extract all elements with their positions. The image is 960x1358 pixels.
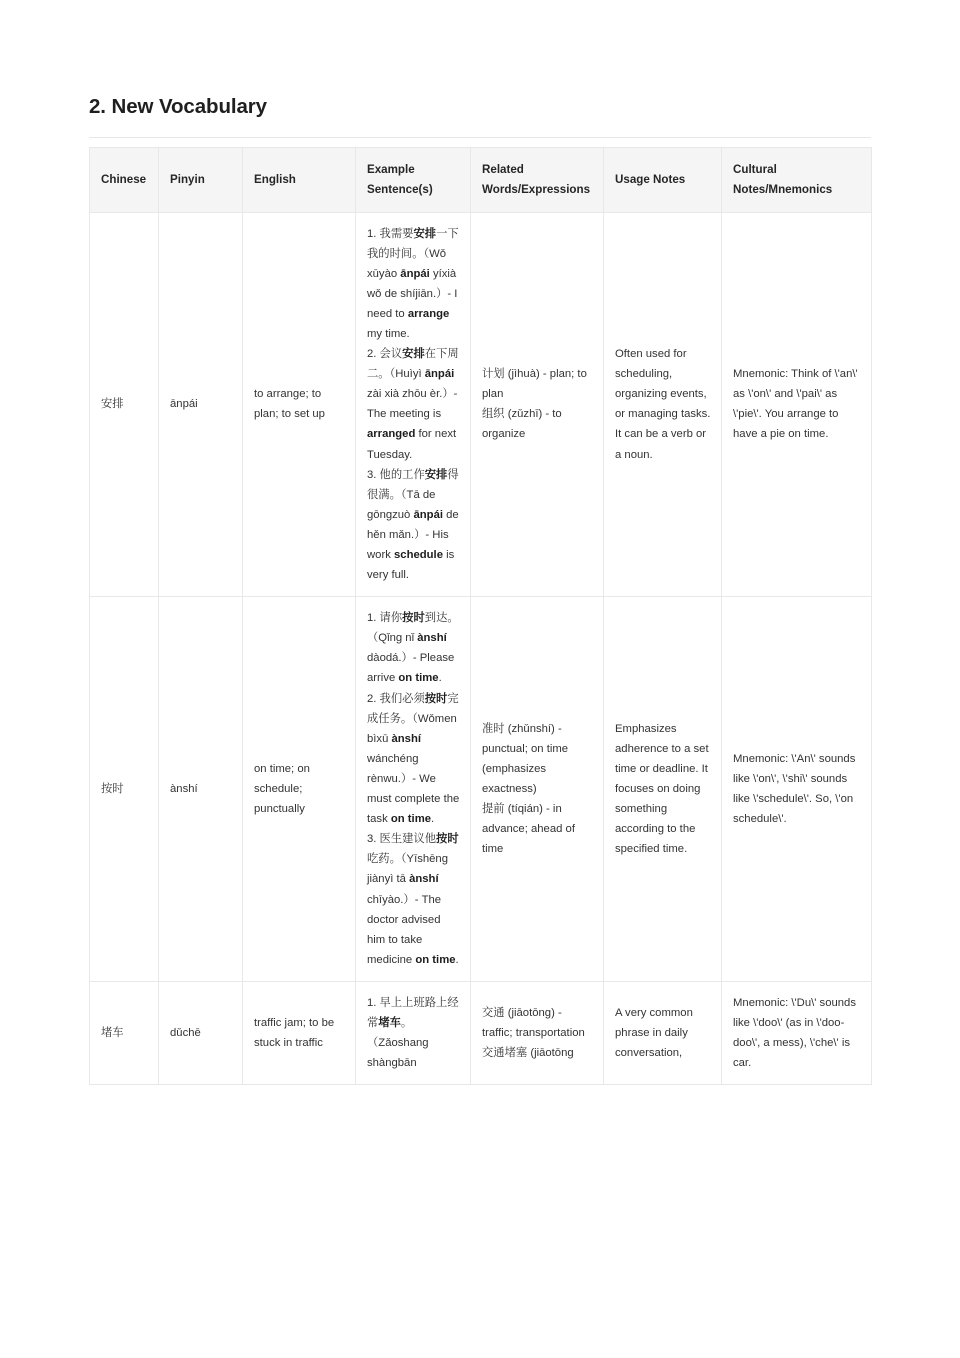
example-sentence: 2. 会议安排在下周二。（Huìyì ānpái zài xià zhōu èr.）- The meeting is arranged for next Tuesday. [367,348,459,461]
related-word: 交通堵塞 (jiāotōng [482,1047,574,1060]
cell-cultural-notes: Mnemonic: Think of \'an\' as \'on\' and \'pai\' as \'pie\'. You arrange to have a pie on time. [722,212,872,597]
example-sentence: 3. 他的工作安排得很满。（Tā de gōngzuò ānpái de hěn mǎn.）- His work schedule is very full. [367,468,459,582]
highlighted-term: 安排 [402,348,425,361]
table-body [90,212,872,1085]
column-header-related-words: Related Words/Expressions [471,147,604,212]
highlighted-term: 按时 [436,833,459,846]
table-header [90,147,872,212]
highlighted-term: ānpái [413,508,443,521]
cell-pinyin: ànshí [159,597,243,982]
cell-chinese: 按时 [90,597,159,982]
cell-chinese: 堵车 [90,981,159,1084]
cell-related-words [471,981,604,1084]
table-row [90,212,872,597]
cell-related-words [471,597,604,982]
highlighted-term: 按时 [424,692,448,705]
cell-english: on time; on schedule; punctually [243,597,356,982]
highlighted-term: ānpái [400,267,430,280]
table-header-row [90,147,872,212]
cell-cultural-notes: Mnemonic: \'Du\' sounds like \'doo\' (as in \'doo-doo\', a mess), \'che\' is car. [722,981,872,1084]
highlighted-term: 堵车 [378,1016,401,1029]
highlighted-term: on time [398,672,439,685]
cell-usage-notes: Often used for scheduling, organizing events, or managing tasks. It can be a verb or a noun. [604,212,722,597]
table-row [90,981,872,1084]
highlighted-term: arranged [367,428,416,441]
vocabulary-table [89,147,872,1086]
related-word: 交通 (jiāotōng) - traffic; transportation [482,1006,585,1040]
highlighted-term: 安排 [413,227,437,240]
cell-pinyin: ānpái [159,212,243,597]
page-title: 2. New Vocabulary [89,95,267,118]
title-divider [89,137,871,138]
cell-example-sentences [356,212,471,597]
cell-english: to arrange; to plan; to set up [243,212,356,597]
highlighted-term: 安排 [424,468,448,481]
related-word: 组织 (zǔzhī) - to organize [482,408,562,441]
cell-english: traffic jam; to be stuck in traffic [243,981,356,1084]
column-header-example-sentences: Example Sentence(s) [356,147,471,212]
highlighted-term: ànshí [391,732,422,745]
highlighted-term: ànshí [409,873,439,886]
example-sentence: 1. 我需要安排一下我的时间。（Wǒ xūyào ānpái yíxià wǒ de shíjiān.）- I need to arrange my time. [367,227,459,340]
highlighted-term: 按时 [402,612,425,625]
example-sentence: 1. 请你按时到达。（Qǐng nǐ ànshí dàodá.）- Please arrive on time. [367,612,459,685]
related-word: 准时 (zhǔnshí) - punctual; on time (emphasizes exactness) [482,722,569,795]
cell-example-sentences [356,597,471,982]
highlighted-term: ànshí [417,632,447,645]
highlighted-term: on time [415,953,456,966]
highlighted-term: ānpái [424,368,455,381]
column-header-pinyin: Pinyin [159,147,243,212]
highlighted-term: arrange [407,307,450,320]
table-row [90,597,872,982]
example-sentence: 3. 医生建议他按时吃药。（Yīshēng jiànyì tā ànshí chīyào.）- The doctor advised him to take medicine on time. [367,833,459,966]
related-word: 提前 (tíqián) - in advance; ahead of time [482,803,575,856]
column-header-cultural-notes: Cultural Notes/Mnemonics [722,147,872,212]
cell-usage-notes: A very common phrase in daily conversation, [604,981,722,1084]
column-header-chinese: Chinese [90,147,159,212]
column-header-usage-notes: Usage Notes [604,147,722,212]
cell-usage-notes: Emphasizes adherence to a set time or deadline. It focuses on doing something according to the specified time. [604,597,722,982]
cell-cultural-notes: Mnemonic: \'An\' sounds like \'on\', \'shi\' sounds like \'schedule\'. So, \'on schedule\'. [722,597,872,982]
highlighted-term: on time [390,813,432,826]
page-content [89,0,871,1085]
related-word: 计划 (jìhuà) - plan; to plan [482,368,587,401]
cell-pinyin: dǔchē [159,981,243,1084]
highlighted-term: schedule [394,549,443,562]
column-header-english: English [243,147,356,212]
cell-related-words [471,212,604,597]
example-sentence: 1. 早上上班路上经常堵车。（Zǎoshang shàngbān [367,996,459,1070]
cell-chinese: 安排 [90,212,159,597]
example-sentence: 2. 我们必须按时完成任务。（Wǒmen bìxū ànshí wánchéng rènwu.）- We must complete the task on time. [367,692,460,826]
cell-example-sentences [356,981,471,1084]
